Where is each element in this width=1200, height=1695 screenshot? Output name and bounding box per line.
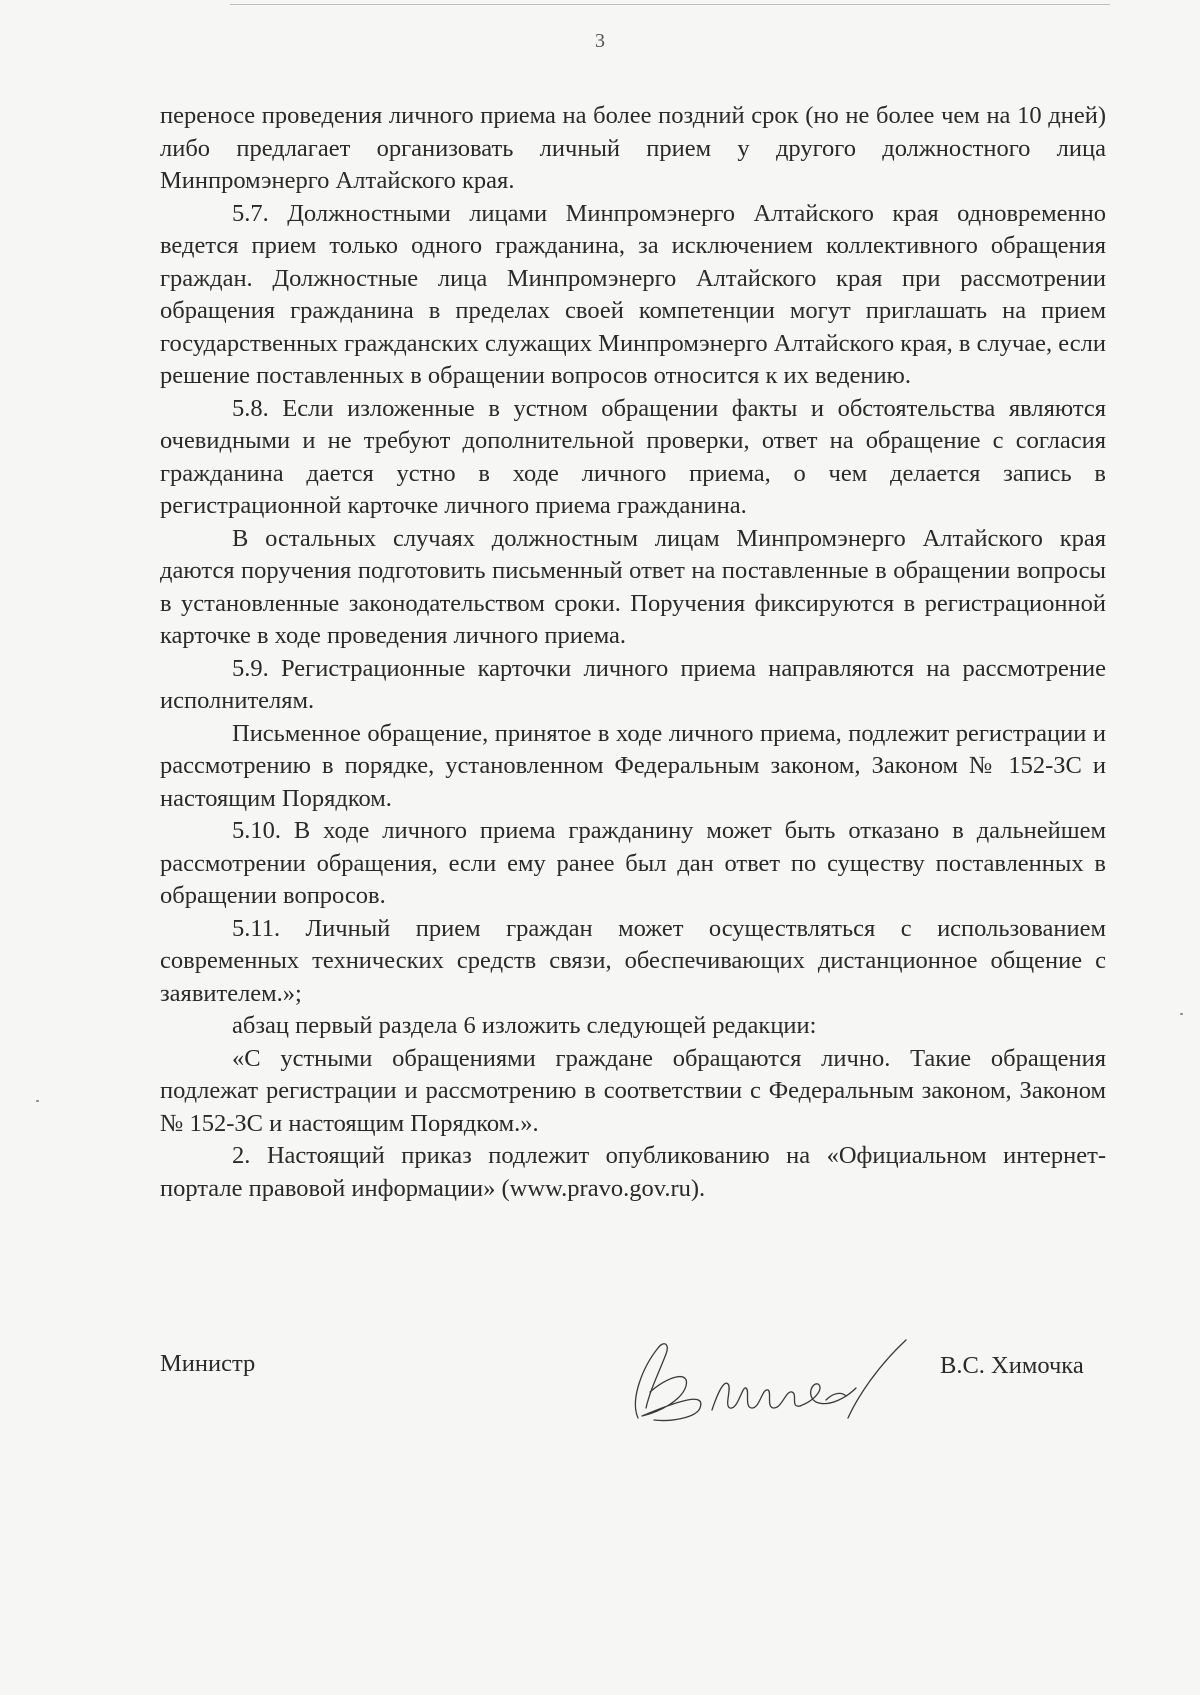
scan-edge-line [230,4,1110,5]
paragraph-publication: 2. Настоящий приказ подлежит опубликованию на «Официальном интернет-портале правовой информации» (www.pravo.gov.ru). [160,1142,1106,1202]
paragraph-section-6-intro: абзац первый раздела 6 изложить следующей редакции: [232,1012,817,1039]
handwritten-signature [620,1330,920,1425]
scan-speck [36,1100,39,1102]
paragraph-5-7: 5.7. Должностными лицами Минпромэнерго Алтайского края одновременно ведется прием только одного гражданина, за исключением коллективного обращения граждан. Должностные лица Минпромэнерго Алтайского края при рассмотрении обращения гражданина в пределах своей компетенции могут приглашать на прием государственных гражданских служащих Минпромэнерго Алтайского края, в случае, если решение поставленных в обращении вопросов относится к их ведению. [160,199,1106,389]
signature-block [0,1350,1200,1450]
document-body [160,100,1106,1205]
paragraph-5-11: 5.11. Личный прием граждан может осуществляться с использованием современных технических средств связи, обеспечивающих дистанционное общение с заявителем.»; [160,914,1106,1007]
paragraph-section-6-text: «С устными обращениями граждане обращаются лично. Такие обращения подлежат регистрации и рассмотрению в соответствии с Федеральным законом, Законом № 152-ЗС и настоящим Порядком.». [160,1044,1106,1137]
signatory-name: В.С. Химочка [940,1352,1084,1379]
paragraph-5-10: 5.10. В ходе личного приема гражданину может быть отказано в дальнейшем рассмотрении обращения, если ему ранее был дан ответ по существу поставленных в обращении вопросов. [160,817,1106,909]
scan-speck [1180,1013,1183,1015]
page-number: 3 [595,30,605,52]
paragraph-written-appeal: Письменное обращение, принятое в ходе личного приема, подлежит регистрации и рассмотрению в порядке, установленном Федеральным законом, Законом № 152-ЗС и настоящим Порядком. [160,719,1106,812]
paragraph-continuation: переносе проведения личного приема на более поздний срок (но не более чем на 10 дней) либо предлагает организовать личный прием у другого должностного лица Минпромэнерго Алтайского края. [160,102,1106,194]
paragraph-5-8: 5.8. Если изложенные в устном обращении факты и обстоятельства являются очевидными и не требуют дополнительной проверки, ответ на обращение с согласия гражданина дается устно в ходе личного приема, о чем делается запись в регистрационной карточке личного приема гражданина. [160,394,1106,519]
paragraph-5-9: 5.9. Регистрационные карточки личного приема направляются на рассмотрение исполнителям. [160,654,1106,714]
signatory-title: Министр [160,1350,256,1377]
paragraph-other-cases: В остальных случаях должностным лицам Минпромэнерго Алтайского края даются поручения подготовить письменный ответ на поставленные в обращении вопросы в установленные законодательством сроки. Поручения фиксируются в регистрационной карточке в ходе проведения личного приема. [160,524,1106,649]
